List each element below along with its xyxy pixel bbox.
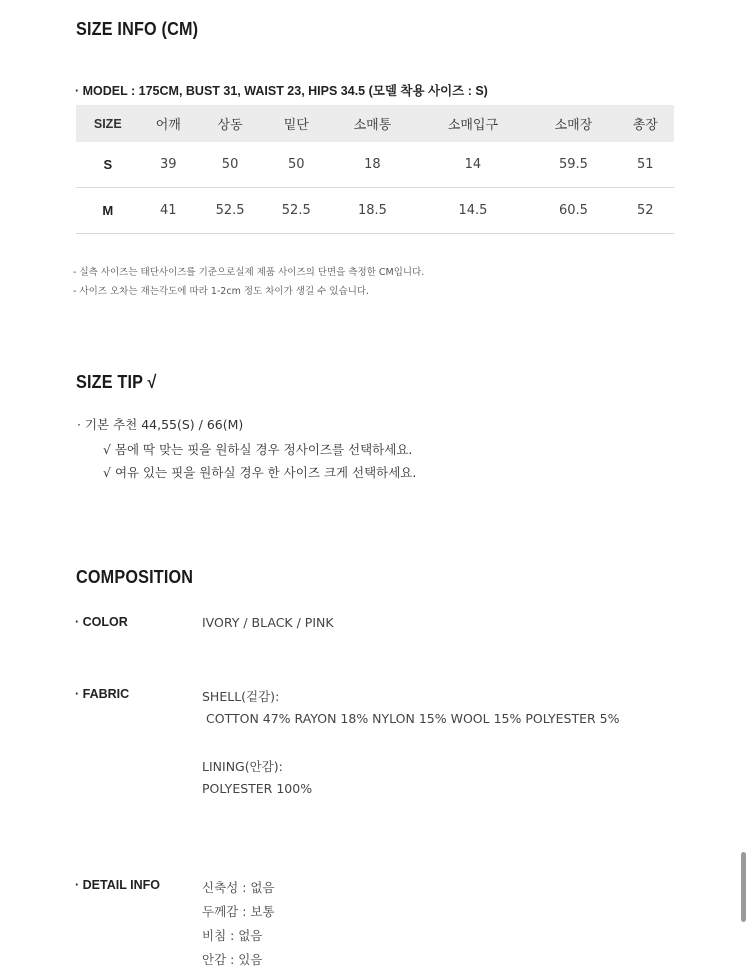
size-note: - 사이즈 오차는 재는각도에 따라 1-2cm 정도 차이가 생길 수 있습니다.: [73, 286, 370, 297]
table-cell: 39: [140, 142, 197, 188]
composition-title: COMPOSITION: [76, 567, 194, 587]
fabric-label: · FABRIC: [75, 687, 130, 701]
vertical-scrollbar[interactable]: [741, 852, 746, 922]
size-table-header: [76, 105, 674, 142]
size-tip-item: √ 몸에 딱 맞는 핏을 원하실 경우 정사이즈를 선택하세요.: [103, 442, 413, 457]
color-label: · COLOR: [75, 615, 128, 629]
size-table: [76, 105, 674, 234]
model-info: · MODEL : 175CM, BUST 31, WAIST 23, HIPS 34.5 (모델 착용 사이즈 : S): [75, 84, 488, 98]
table-cell: 51: [617, 142, 674, 188]
header-cell: 어깨: [140, 105, 197, 142]
table-cell: 50: [197, 142, 263, 188]
shell-label: SHELL(겉감):: [202, 689, 280, 704]
size-info-title: SIZE INFO (CM): [76, 19, 199, 39]
table-cell: 59.5: [530, 142, 616, 188]
header-cell: 상동: [197, 105, 263, 142]
table-cell: 18.5: [329, 188, 415, 234]
color-value: IVORY / BLACK / PINK: [202, 615, 334, 630]
table-row: [76, 188, 674, 234]
table-cell: 41: [140, 188, 197, 234]
detail-item: 안감 : 있음: [202, 952, 263, 967]
lining-label: LINING(안감):: [202, 759, 283, 774]
table-cell: 52.5: [263, 188, 329, 234]
shell-value: COTTON 47% RAYON 18% NYLON 15% WOOL 15% POLYESTER 5%: [206, 711, 620, 726]
size-recommend: · 기본 추천 44,55(S) / 66(M): [77, 417, 244, 432]
size-tip-item: √ 여유 있는 핏을 원하실 경우 한 사이즈 크게 선택하세요.: [103, 465, 417, 480]
table-row: [76, 142, 674, 188]
header-cell: 소매입구: [416, 105, 531, 142]
table-cell: S: [76, 142, 140, 188]
size-tip-title: SIZE TIP √: [76, 372, 157, 392]
detail-item: 신축성 : 없음: [202, 880, 275, 895]
header-cell: 총장: [617, 105, 674, 142]
detail-item: 두께감 : 보통: [202, 904, 275, 919]
table-cell: M: [76, 188, 140, 234]
detail-info-label: · DETAIL INFO: [75, 878, 160, 892]
table-cell: 18: [329, 142, 415, 188]
size-note: - 실측 사이즈는 태단사이즈를 기준으로실제 제품 사이즈의 단면을 측정한 CM입니다.: [73, 267, 425, 278]
header-cell: SIZE: [76, 105, 140, 142]
table-cell: 52: [617, 188, 674, 234]
header-cell: 밑단: [263, 105, 329, 142]
table-cell: 50: [263, 142, 329, 188]
table-cell: 14.5: [416, 188, 531, 234]
detail-item: 비침 : 없음: [202, 928, 263, 943]
table-cell: 52.5: [197, 188, 263, 234]
header-cell: 소매통: [329, 105, 415, 142]
table-cell: 60.5: [530, 188, 616, 234]
table-cell: 14: [416, 142, 531, 188]
lining-value: POLYESTER 100%: [202, 781, 313, 796]
header-cell: 소매장: [530, 105, 616, 142]
